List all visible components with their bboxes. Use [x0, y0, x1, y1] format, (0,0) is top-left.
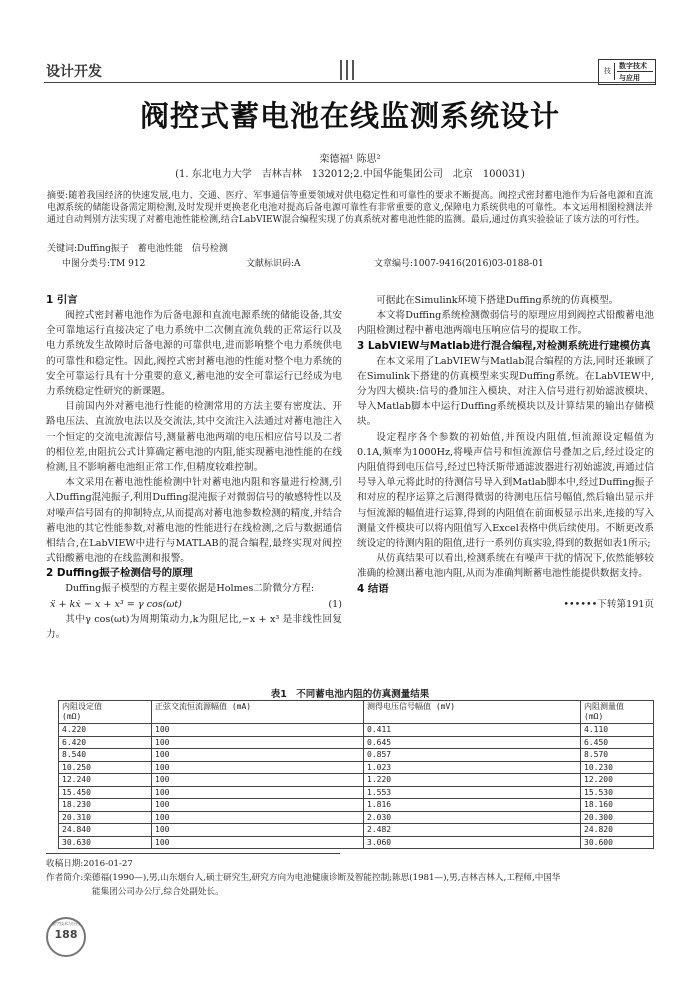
- table-row: [59, 799, 654, 812]
- paragraph: Duffing振子模型的方程主要依据是Holmes二阶微分方程:: [65, 583, 315, 595]
- table-row: [59, 736, 654, 749]
- document-code: 文献标识码:A: [246, 259, 301, 269]
- header-rule: [44, 82, 656, 83]
- logo-mark: 技: [601, 63, 615, 80]
- table-cell: 8.570: [581, 749, 654, 762]
- author-bio: 作者简介:栾德福(1990—),男,山东烟台人,硕士研究生,研究方向为电池健康诊断及智能控制;陈思(1981—),男,吉林吉林人,工程师,中国华: [46, 873, 561, 883]
- paragraph: 阀控式密封蓄电池作为后备电源和直流电源系统的储能设备,其安全可靠地运行直接决定了电力系统中二次侧直流负载的正常运行以及电力系统发生故障时后备电源的可靠供电,进而影响整个电力系统供电的可靠性和稳定性。因此,阀控式密封蓄电池的性能对整个电力系统的安全可靠运行具有十分重要的意义,蓄电池的安全可靠运行已经成为电力系统稳定性研究的新课题。: [46, 310, 342, 398]
- table-cell: 100: [152, 799, 364, 812]
- table-cell: 15.530: [581, 786, 654, 799]
- article-number: 文章编号:1007-9416(2016)03-0188-01: [374, 259, 544, 269]
- table-cell: 1.816: [364, 799, 581, 812]
- table-header-row: [59, 701, 654, 724]
- received-date: 收稿日期:2016-01-27: [46, 859, 133, 869]
- results-table: [58, 700, 654, 849]
- table-cell: 2.482: [364, 824, 581, 837]
- paper-title: 阀控式蓄电池在线监测系统设计: [139, 99, 560, 133]
- table-cell: 100: [152, 724, 364, 737]
- table-row: [59, 824, 654, 837]
- table-cell: 100: [152, 811, 364, 824]
- section-1-heading: 1 引言: [46, 294, 78, 306]
- table-row: [59, 724, 654, 737]
- table-cell: 10.250: [59, 761, 152, 774]
- table-cell: 18.160: [581, 799, 654, 812]
- paragraph: 在本文采用了LabVIEW与Matlab混合编程的方法,同时还兼顾了在Simulink下搭建的仿真模型来实现Duffing系统。在LabVIEW中,分为四大模块:信号的叠加注入模块、对注入信号进行初始滤波模块、导入Matlab脚本中运行Duffing系统模块以及计算结果的输出存储模块。: [357, 355, 654, 428]
- table-cell: 24.820: [581, 824, 654, 837]
- continued-notice: ••••••下转第191页: [563, 598, 654, 610]
- table-cell: 1.023: [364, 761, 581, 774]
- table-cell: 30.600: [581, 836, 654, 849]
- table-cell: 3.060: [364, 836, 581, 849]
- table-cell: 100: [152, 736, 364, 749]
- badge-label: 数字技术与应用: [52, 921, 80, 926]
- paragraph: 目前国内外对蓄电池行性能的检测常用的方法主要有密度法、开路电压法、直流放电法以及交流法,其中交流注入法通过对蓄电池注入一个恒定的交流电流源信号,测量蓄电池两端的电压相应信号以及二者的相位差,由阻抗公式计算确定蓄电池的内阻,能实现蓄电池性能的在线检测,且不影响蓄电池组正常工作,但精度较难控制。: [46, 401, 342, 474]
- paragraph: 设定程序各个参数的初始值,并预设内阻值,恒流源设定幅值为0.1A,频率为1000Hz,将噪声信号和恒流源信号叠加之后,经过设定的内阻值得到电压信号,经过巴特沃斯带通滤波器进行初始滤波,再通过信号导入单元将此时的待测信号导入到Matlab脚本中,经过Duffing振子和对应的程序运算之后测得微弱的待测电压信号幅值,然后输出显示并与恒流源的幅值进行运算,得到的内阻值在前面板显示出来,连接的写入测量文件模块可以将内阻值写入Excel表格中供后续使用。不断更改系统设定的待测内阻的阻值,进行一系列仿真实验,得到的数据如表1所示;: [357, 431, 654, 550]
- paragraph: 其中γ cos(ωt)为周期策动力,k为阻尼比,−x + x³ 是非线性回复力。: [46, 613, 342, 641]
- table-cell: 100: [152, 836, 364, 849]
- table-row: [59, 761, 654, 774]
- equation-1: [46, 597, 342, 612]
- logo-line1: 数字技术: [619, 62, 647, 70]
- table-row: [59, 786, 654, 799]
- table-cell: 10.230: [581, 761, 654, 774]
- table-row: [59, 811, 654, 824]
- table-cell: 0.411: [364, 724, 581, 737]
- table-caption: 表1 不同蓄电池内阻的仿真测量结果: [270, 689, 430, 700]
- paragraph: 可据此在Simulink环境下搭建Duffing系统的仿真模型。: [376, 295, 619, 306]
- table-cell: 0.857: [364, 749, 581, 762]
- clc-number: 中图分类号:TM 912: [62, 259, 146, 269]
- table-cell: 100: [152, 749, 364, 762]
- table-header: 内阻设定值 (mΩ): [59, 701, 152, 724]
- footnote-rule: [46, 853, 340, 854]
- table-cell: 6.450: [581, 736, 654, 749]
- table-cell: 20.300: [581, 811, 654, 824]
- section-4-heading: 4 结语: [357, 582, 389, 595]
- section-2-heading: 2 Duffing振子检测信号的原理: [46, 567, 193, 580]
- page-number-badge: [46, 917, 86, 957]
- authors: 栾德福¹ 陈思²: [319, 154, 381, 165]
- table-cell: 20.310: [59, 811, 152, 824]
- table-header: 内阻测量值 (mΩ): [581, 701, 654, 724]
- author-bio-cont: 能集团公司办公厅,综合处副处长。: [92, 887, 224, 897]
- table-cell: 12.240: [59, 774, 152, 787]
- table-cell: 100: [152, 786, 364, 799]
- table-cell: 4.110: [581, 724, 654, 737]
- section-3-heading: 3 LabVIEW与Matlab进行混合编程,对检测系统进行建模仿真: [357, 339, 651, 352]
- page-number: 188: [54, 928, 78, 941]
- table-header: 测得电压信号幅值 (mV): [364, 701, 581, 724]
- table-cell: 1.553: [364, 786, 581, 799]
- table-cell: 100: [152, 761, 364, 774]
- paragraph: 本文将Duffing系统检测微弱信号的原理应用到阀控式铅酸蓄电池内阻检测过程中蓄电池两端电压响应信号的提取工作。: [357, 310, 654, 337]
- table-cell: 1.220: [364, 774, 581, 787]
- table-cell: 4.220: [59, 724, 152, 737]
- table-cell: 100: [152, 824, 364, 837]
- section-label: 设计开发: [46, 64, 102, 80]
- header-bars-decoration: [338, 60, 358, 80]
- equation-number: (1): [328, 598, 342, 610]
- logo-line2: 与应用: [619, 74, 640, 82]
- affiliation: (1. 东北电力大学 吉林吉林 132012;2.中国华能集团公司 北京 100031): [175, 169, 525, 180]
- table-row: [59, 774, 654, 787]
- table-header: 正弦交流恒流源幅值 (mA): [152, 701, 364, 724]
- table-cell: 24.840: [59, 824, 152, 837]
- keywords: 关键词:Duffing振子 蓄电池性能 信号检测: [47, 244, 228, 254]
- left-column: [46, 293, 342, 642]
- equation-body: ẍ + kẋ − x + x³ = γ cos(ωt): [50, 598, 182, 610]
- right-column: [357, 293, 654, 612]
- table-cell: 6.420: [59, 736, 152, 749]
- table-cell: 2.030: [364, 811, 581, 824]
- table-cell: 0.645: [364, 736, 581, 749]
- abstract: 摘要:随着我国经济的快速发展,电力、交通、医疗、军事通信等重要领域对供电稳定性和可靠性的要求不断提高。阀控式密封蓄电池作为后备电源和直流电源系统的储能设备需定期检测,及时发现并更换老化电池对提高后备电源可靠性有非常重要的意义,保障电力系统供电的可靠性。本文运用相图检测法并通过自动判别方法实现了对蓄电池性能检测,结合LabVIEW混合编程实现了仿真系统对蓄电池性能的监测。最后,通过仿真实验验证了该方法的可行性。: [47, 191, 653, 225]
- table-cell: 15.450: [59, 786, 152, 799]
- table-cell: 8.540: [59, 749, 152, 762]
- table-cell: 18.230: [59, 799, 152, 812]
- paragraph: 从仿真结果可以看出,检测系统在有噪声干扰的情况下,依然能够较准确的检测出蓄电池内阻,从而为准确判断蓄电池性能提供数据支持。: [357, 553, 654, 580]
- table-cell: 12.200: [581, 774, 654, 787]
- table-cell: 100: [152, 774, 364, 787]
- table-row: [59, 749, 654, 762]
- table-row: [59, 836, 654, 849]
- table-cell: 30.630: [59, 836, 152, 849]
- paragraph: 本文采用在蓄电池性能检测中针对蓄电池内阻和容量进行检测,引入Duffing混沌振子,利用Duffing混沌振子对微弱信号的敏感特性以及对噪声信号固有的抑制特点,从而提高对蓄电池参数检测的精度,并结合蓄电池的其它性能参数,对蓄电池的性能进行在线检测,之后与数据通信相结合,在LabVIEW中进行与MATLAB的混合编程,最终实现对阀控式铅酸蓄电池的在线监测和报警。: [46, 477, 342, 565]
